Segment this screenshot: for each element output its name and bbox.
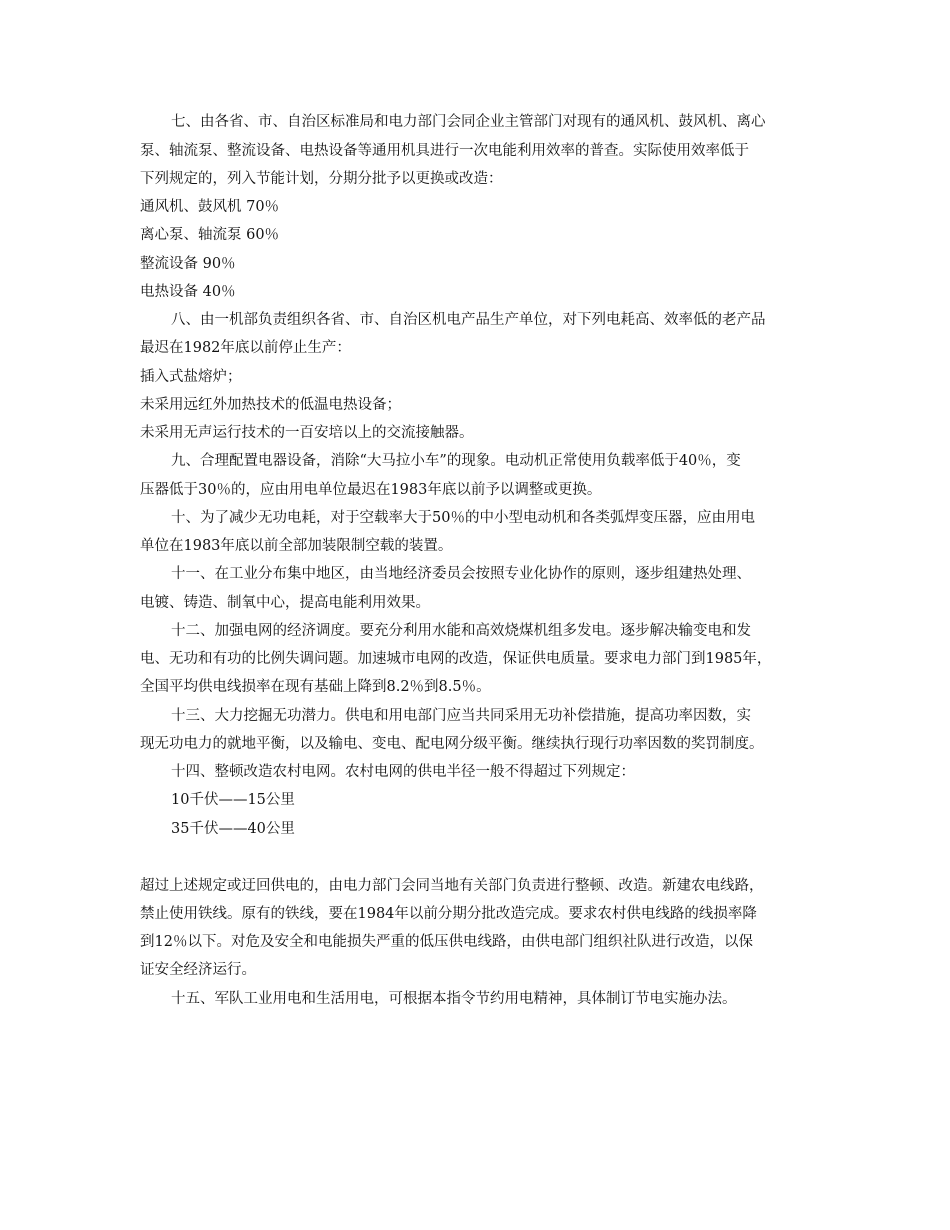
paragraph-12-line-1: 十二、加强电网的经济调度。要充分利用水能和高效烧煤机组多发电。逐步解决输变电和发 [171,623,751,639]
paragraph-11-line-1: 十一、在工业分布集中地区，由当地经济委员会按照专业化协作的原则，逐步组建热处理、 [171,566,751,582]
paragraph-13-line-2: 现无功电力的就地平衡，以及输电、变电、配电网分级平衡。继续执行现行功率因数的奖罚制度。 [140,736,764,752]
paragraph-14-cont-line-3: 到12％以下。对危及安全和电能损失严重的低压供电线路，由供电部门组织社队进行改造，以保 [140,934,753,950]
paragraph-9-line-2: 压器低于30％的，应由用电单位最迟在1983年底以前予以调整或更换。 [140,482,602,498]
paragraph-12-line-2: 电、无功和有功的比例失调问题。加速城市电网的改造，保证供电质量。要求电力部门到1985年， [140,651,772,667]
paragraph-7-line-3: 下列规定的，列入节能计划，分期分批予以更换或改造： [140,171,503,187]
paragraph-13-line-1: 十三、大力挖掘无功潜力。供电和用电部门应当共同采用无功补偿措施，提高功率因数，实 [171,708,751,724]
list-item-salt-furnace: 插入式盐熔炉； [140,369,242,385]
list-item-contactor: 未采用无声运行技术的一百安培以上的交流接触器。 [140,425,474,441]
list-item-low-temp-heating: 未采用远红外加热技术的低温电热设备； [140,397,401,413]
paragraph-11-line-2: 电镀、铸造、制氧中心，提高电能利用效果。 [140,595,430,611]
list-item-pumps: 离心泵、轴流泵 60％ [140,227,280,243]
paragraph-7-line-1: 七、由各省、市、自治区标准局和电力部门会同企业主管部门对现有的通风机、鼓风机、离心 [171,114,766,130]
paragraph-14-cont-line-4: 证安全经济运行。 [140,962,256,978]
paragraph-12-line-3: 全国平均供电线损率在现有基础上降到8.2％到8.5％。 [140,679,491,695]
paragraph-14-cont-line-2: 禁止使用铁线。原有的铁线，要在1984年以前分期分批改造完成。要求农村供电线路的线损率降 [140,906,757,922]
list-item-electric-heating: 电热设备 40％ [140,284,236,300]
paragraph-8-line-1: 八、由一机部负责组织各省、市、自治区机电产品生产单位，对下列电耗高、效率低的老产品 [171,312,766,328]
paragraph-14-line-1: 十四、整顿改造农村电网。农村电网的供电半径一般不得超过下列规定： [171,764,635,780]
paragraph-15-line-1: 十五、军队工业用电和生活用电，可根据本指令节约用电精神，具体制订节电实施办法。 [171,991,737,1007]
paragraph-7-line-2: 泵、轴流泵、整流设备、电热设备等通用机具进行一次电能利用效率的普查。实际使用效率低于 [140,143,749,159]
paragraph-10-line-2: 单位在1983年底以前全部加装限制空载的装置。 [140,538,453,554]
paragraph-14-cont-line-1: 超过上述规定或迂回供电的，由电力部门会同当地有关部门负责进行整顿、改造。新建农电线路， [140,878,764,894]
list-item-35kv: 35千伏——40公里 [171,821,295,837]
list-item-rectifier: 整流设备 90％ [140,256,236,272]
paragraph-8-line-2: 最迟在1982年底以前停止生产： [140,340,351,356]
paragraph-9-line-1: 九、合理配置电器设备，消除“大马拉小车”的现象。电动机正常使用负载率低于40％，变 [171,453,741,469]
list-item-fans: 通风机、鼓风机 70％ [140,199,280,215]
paragraph-10-line-1: 十、为了减少无功电耗，对于空载率大于50％的中小型电动机和各类弧焊变压器，应由用电 [171,510,755,526]
list-item-10kv: 10千伏——15公里 [171,792,295,808]
